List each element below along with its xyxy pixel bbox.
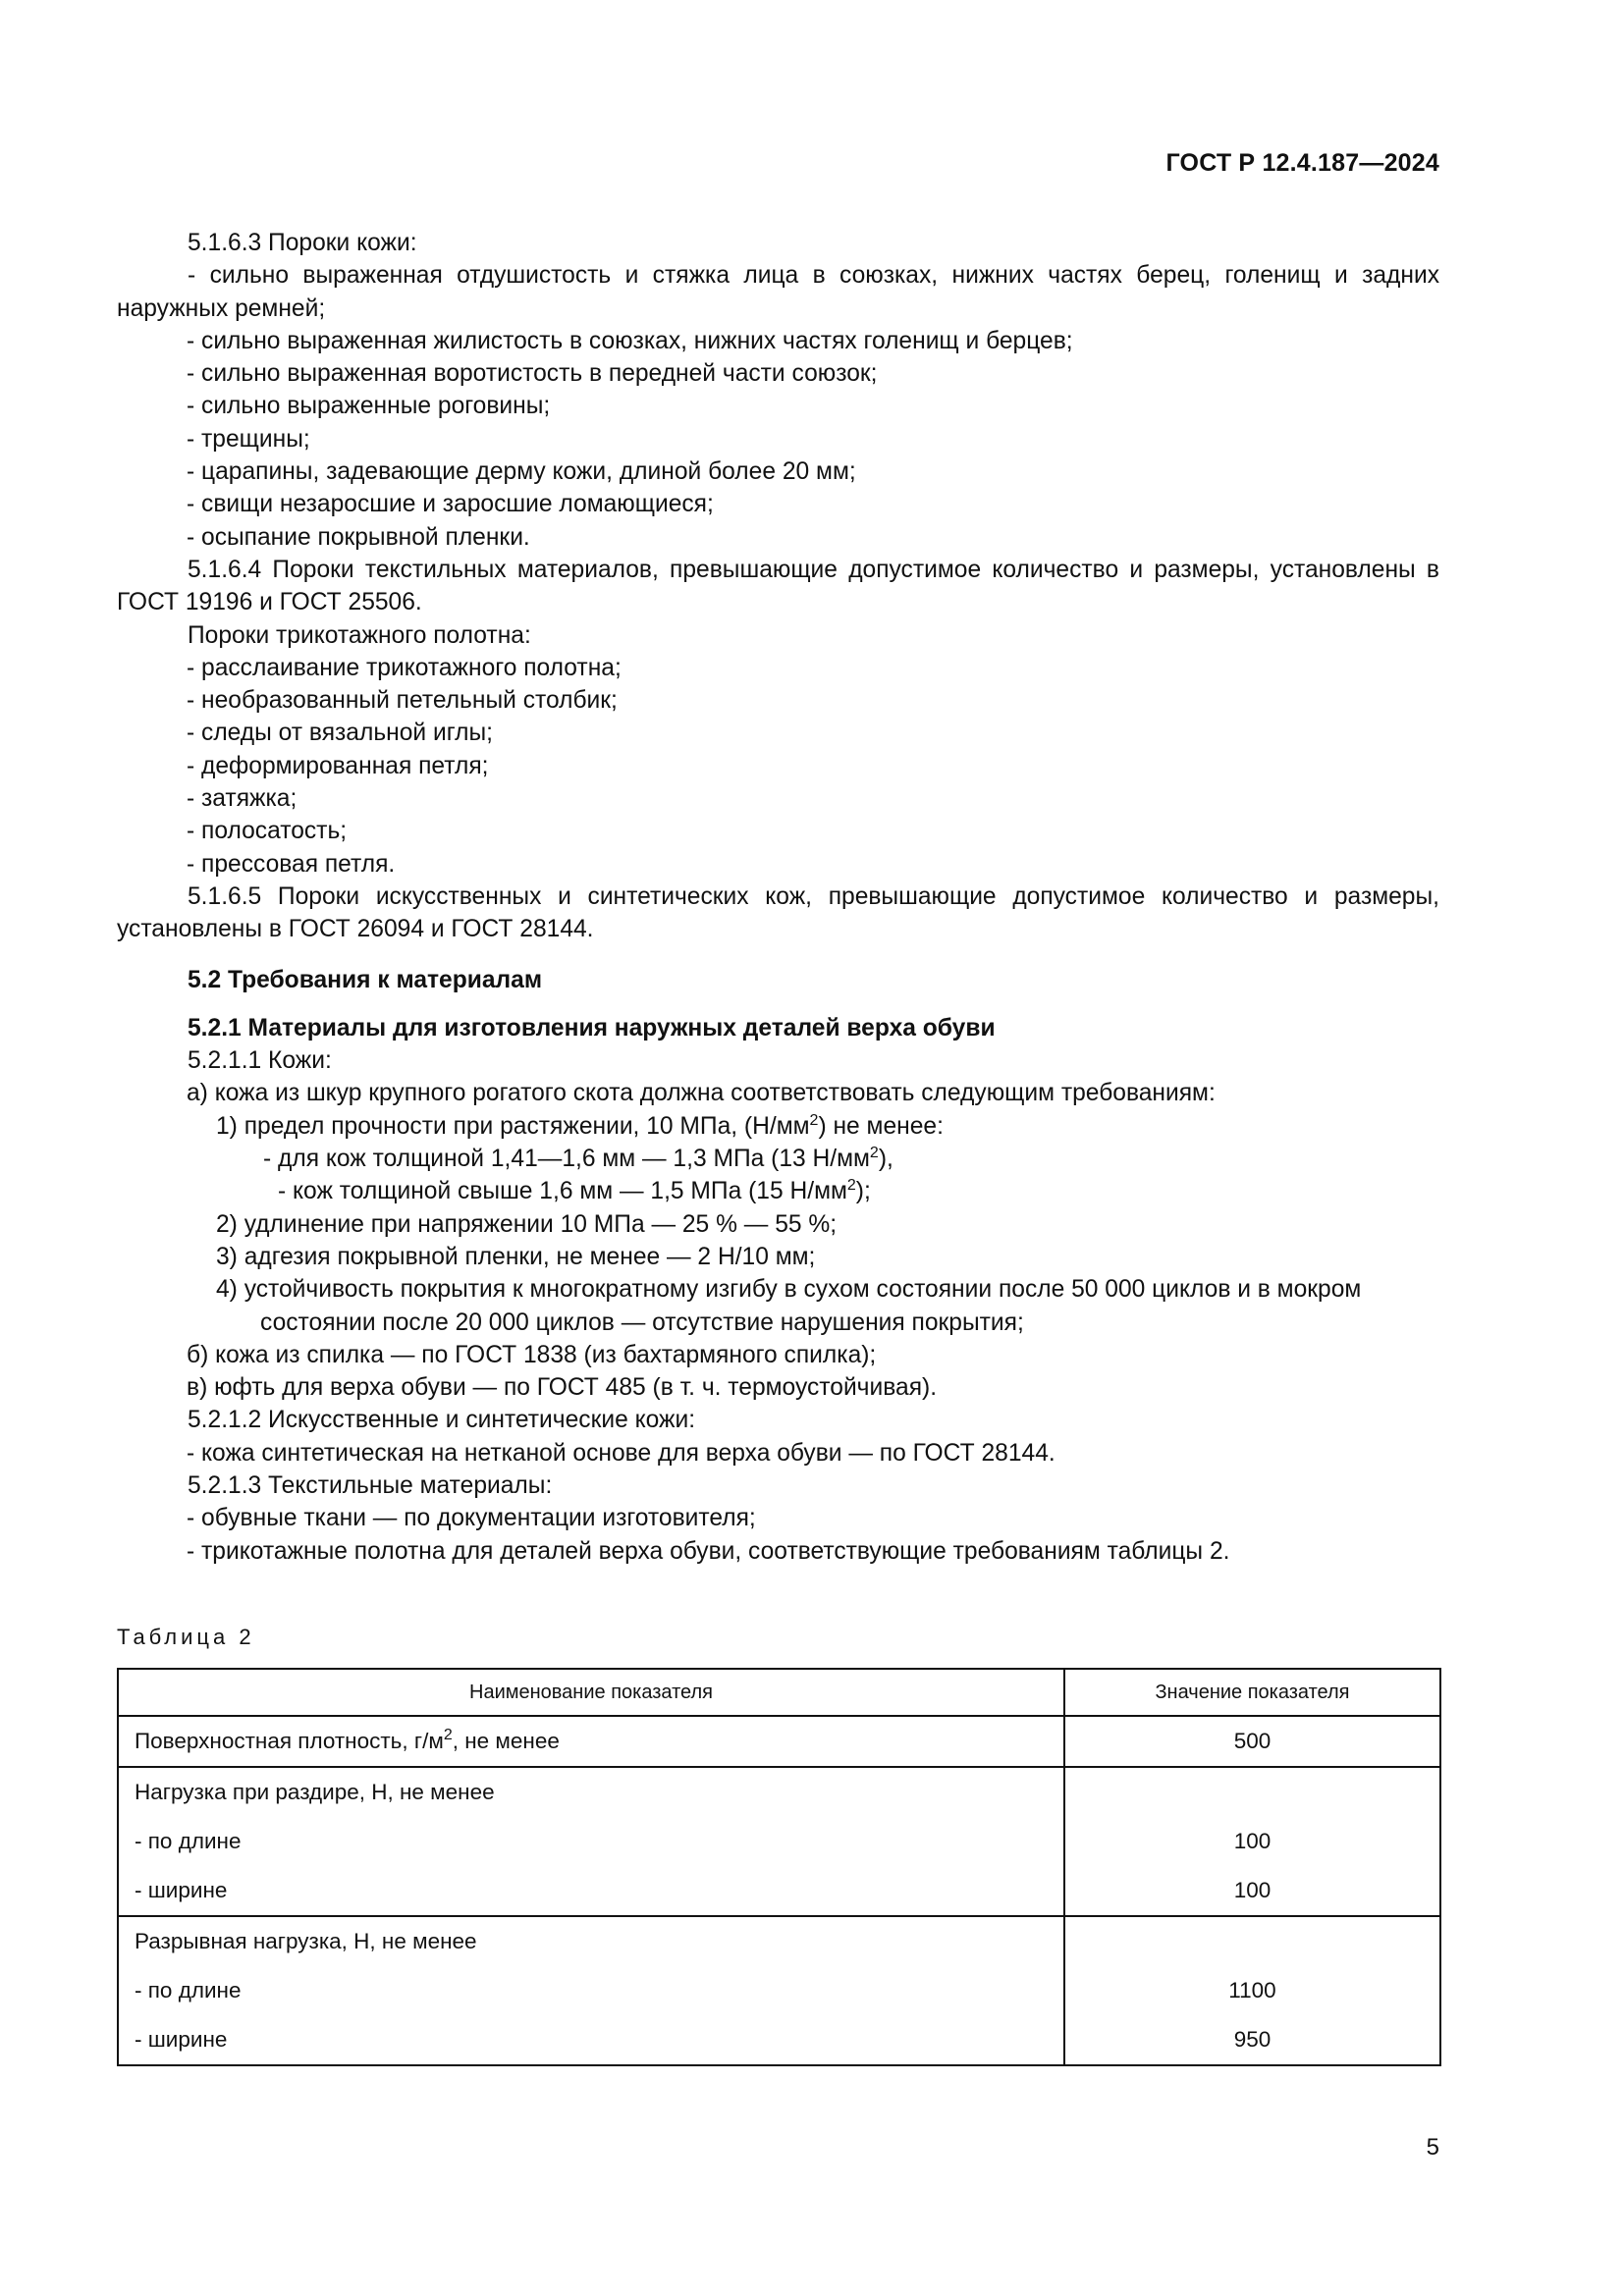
table-header-row xyxy=(118,1669,1440,1716)
table-caption: Таблица 2 xyxy=(117,1625,255,1649)
section-5-2-heading: 5.2 Требования к материалам xyxy=(188,966,543,993)
requirement-a-1-text: 1) предел прочности при растяжении, 10 МПа, (Н/мм xyxy=(216,1112,810,1140)
section-5-2-1-2-title: 5.2.1.2 Искусственные и синтетические кожи: xyxy=(188,1407,696,1434)
table-cell-value: 500 xyxy=(1064,1716,1440,1767)
knit-defect-item: - расслаивание трикотажного полотна; xyxy=(187,654,622,681)
superscript: 2 xyxy=(443,1727,453,1743)
section-5-1-6-5-text: 5.1.6.5 Пороки искусственных и синтетических кож, превышающие допустимое количество и размеры, установлены в ГОСТ 26094 и ГОСТ 28144. xyxy=(117,882,1439,943)
knit-defect-item: - необразованный петельный столбик; xyxy=(187,687,618,715)
table-row xyxy=(118,1767,1440,1916)
section-5-2-1-3-title: 5.2.1.3 Текстильные материалы: xyxy=(188,1471,553,1499)
requirement-a-2: 2) удлинение при напряжении 10 МПа — 25 % — 55 %; xyxy=(216,1210,838,1238)
cell-text-tail: , не менее xyxy=(452,1729,560,1753)
knit-defects-title: Пороки трикотажного полотна: xyxy=(188,621,531,649)
cell-line: Нагрузка при раздире, Н, не менее xyxy=(135,1780,495,1804)
table-row xyxy=(118,1716,1440,1767)
leather-defect-item: - осыпание покрывной пленки. xyxy=(187,523,530,551)
knit-defect-item: - следы от вязальной иглы; xyxy=(187,720,493,747)
section-5-1-6-4-text: 5.1.6.4 Пороки текстильных материалов, превышающие допустимое количество и размеры, установлены в ГОСТ 19196 и ГОСТ 25506. xyxy=(117,556,1439,616)
column-header-name: Наименование показателя xyxy=(118,1669,1064,1716)
leather-defect-item: - сильно выраженная отдушистость и стяжка лица в союзках, нижних частях берец, голенищ и задних наружных ремней; xyxy=(117,262,1439,322)
cell-line: - ширине xyxy=(135,2027,228,2052)
requirement-tail: ), xyxy=(878,1146,893,1173)
leather-defect-item: - сильно выраженная жилистость в союзках, нижних частях голенищ и берцев; xyxy=(187,327,1073,354)
leather-defect-item: - царапины, задевающие дерму кожи, длиной более 20 мм; xyxy=(187,458,856,486)
knit-defect-item: - деформированная петля; xyxy=(187,752,489,779)
leather-defect-item: - трещины; xyxy=(187,425,310,453)
cell-line: - ширине xyxy=(135,1878,228,1902)
requirement-c: в) юфть для верха обуви — по ГОСТ 485 (в т. ч. термоустойчивая). xyxy=(187,1374,938,1402)
requirement-text: - кож толщиной свыше 1,6 мм — 1,5 МПа (15 Н/мм xyxy=(278,1178,847,1205)
leather-defect-item: - свищи незаросшие и заросшие ломающиеся; xyxy=(187,491,714,518)
cell-line-empty xyxy=(1081,1917,1424,1966)
cell-line: - по длине xyxy=(135,1829,242,1853)
table-row xyxy=(118,1916,1440,2065)
requirement-a-4: 4) устойчивость покрытия к многократному изгибу в сухом состоянии после 50 000 циклов и в мокром состоянии после 20 000 циклов — отсутствие нарушения покрытия; xyxy=(216,1276,1362,1336)
requirement-tail: ); xyxy=(855,1178,871,1205)
cell-line: 100 xyxy=(1233,1878,1272,1902)
knit-defect-item: - затяжка; xyxy=(187,785,298,813)
leather-defect-item: - сильно выраженные роговины; xyxy=(187,393,551,420)
leather-defect-item: - сильно выраженная воротистость в передней части союзок; xyxy=(187,360,878,388)
textile-item: - трикотажные полотна для деталей верха обуви, соответствующие требованиям таблицы 2. xyxy=(187,1537,1230,1565)
section-5-1-6-3-title: 5.1.6.3 Пороки кожи: xyxy=(188,230,417,256)
superscript: 2 xyxy=(846,1177,856,1195)
cell-line: 100 xyxy=(1233,1829,1272,1853)
document-body xyxy=(117,227,1439,1568)
table-cell-name xyxy=(118,1767,1064,1916)
superscript: 2 xyxy=(809,1111,819,1129)
cell-line: 1100 xyxy=(1228,1978,1276,2002)
requirement-text: - для кож толщиной 1,41—1,6 мм — 1,3 МПа (13 Н/мм xyxy=(263,1146,870,1173)
cell-line: 950 xyxy=(1233,2027,1272,2052)
requirement-a-1-item-2 xyxy=(117,1175,1439,1207)
knit-defect-item: - прессовая петля. xyxy=(187,850,396,878)
table-cell-value xyxy=(1064,1916,1440,2065)
section-5-2-1-1-title: 5.2.1.1 Кожи: xyxy=(188,1047,332,1075)
table-cell-value xyxy=(1064,1767,1440,1916)
requirement-a-1-tail: ) не менее: xyxy=(818,1112,944,1140)
table-cell-name xyxy=(118,1916,1064,2065)
superscript: 2 xyxy=(869,1145,879,1162)
requirement-a: а) кожа из шкур крупного рогатого скота должна соответствовать следующим требованиям: xyxy=(187,1080,1216,1107)
requirement-a-3: 3) адгезия покрывной пленки, не менее — 2 Н/10 мм; xyxy=(216,1243,816,1270)
page-number: 5 xyxy=(1426,2134,1439,2161)
cell-line-empty xyxy=(1081,1768,1424,1817)
requirement-a-1-item-1 xyxy=(117,1143,1439,1175)
knit-defect-item: - полосатость; xyxy=(187,818,348,845)
standard-designation: ГОСТ Р 12.4.187—2024 xyxy=(1165,149,1439,177)
cell-line: Разрывная нагрузка, Н, не менее xyxy=(135,1929,477,1953)
table-cell-name xyxy=(118,1716,1064,1767)
requirement-b: б) кожа из спилка — по ГОСТ 1838 (из бахтармяного спилка); xyxy=(187,1341,877,1368)
section-5-2-1-heading: 5.2.1 Материалы для изготовления наружных деталей верха обуви xyxy=(188,1014,996,1041)
cell-line: - по длине xyxy=(135,1978,242,2002)
requirements-table xyxy=(117,1668,1441,2066)
requirement-a-1 xyxy=(117,1110,1439,1143)
cell-text: Поверхностная плотность, г/м xyxy=(135,1729,444,1753)
column-header-value: Значение показателя xyxy=(1064,1669,1440,1716)
artificial-leather-item: - кожа синтетическая на нетканой основе для верха обуви — по ГОСТ 28144. xyxy=(187,1439,1056,1467)
textile-item: - обувные ткани — по документации изготовителя; xyxy=(187,1505,756,1532)
